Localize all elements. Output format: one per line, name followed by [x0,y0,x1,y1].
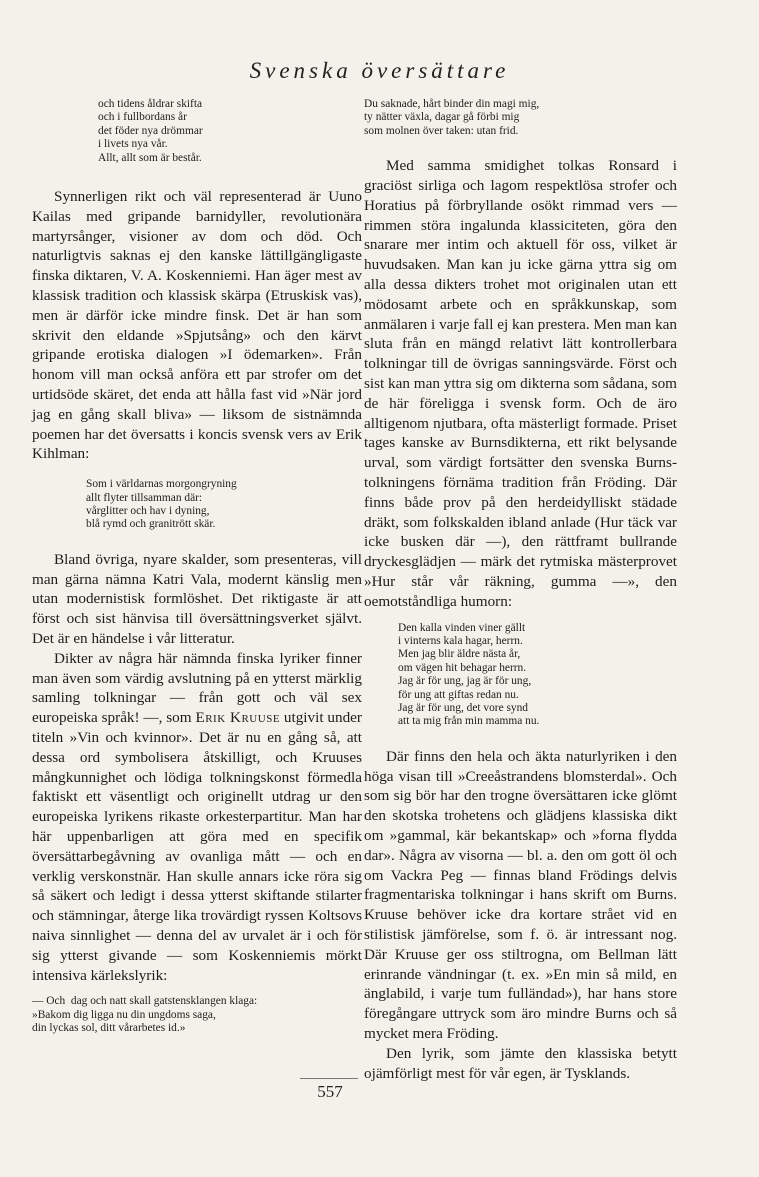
verse-line: Men jag blir äldre nästa år, [398,648,521,661]
paragraph-kruuse: Dikter av några här nämnda finska lyriker finner man även som värdig avslutning på en ytterst märklig samling tolkningar — från gott och väl sex europeiska språk! —, som Erik Kruuse utgivit under titeln »Vin och kvinnor». Det är nu en gång så, att dessa ord symbolisera åtskilligt, och Kruuses mångkunnighet och lödiga tolkningskonst förmedla faktiskt ett väsentligt och originellt utdrag ur den europeiska lyrikens rikaste orkesterpartitur. Man har här uppenbarligen att göra med en specifik översättarbegåvning av ovanliga mått — och en verklig verskonstnär. Han skulle annars icke röra sig så säkert och ledigt i dessa ytterst skiftande stilarter och stämningar, återge lika trovärdigt ryssen Koltsovs naiva sinnlighet — denna del av urvalet är i och för sig ytterst givande — som Koskenniemis mörkt intensiva kärlekslyrik: [32,649,362,984]
verse-line: »Bakom dig ligga nu din ungdoms saga, [32,1008,216,1021]
verse-line: blå rymd och granitrött skär. [86,518,216,531]
paragraph-ronsard-burns: Med samma smidighet tolkas Ronsard i graciöst sirliga och lagom respektlösa strofer och Horatius på förbryllande osökt rimmad vers — rimmen störa ingalunda klassiciteten, göra den snarare mer intim och aktuell för oss, vilket är huvudsaken. Man kan ju icke gärna yttra sig om alla dessa dikters trohet mot originalen utan ett mödosamt arbete och en språkkunskap, som anmälaren i varje fall ej kan prestera. Men man kan sluta från en mängd relativt lätt kontrollerbara tolkningar till de övrigas sanningsvärde. Först och sist kan man yttra sig om dikterna som sådana, som de här föreligga i svensk form. Och de äro alltigenom njutbara, ofta mästerligt formade. Priset tages kanske av Burnsdikterna, ett rikt belysande urval, som värdigt fortsätter den svenska Burns-tolkningens förnäma tradition från Fröding. Där finns både prov på den herdeidylliskt städade dräkt, som folkskalden ibland anlade (Hur täck var icke busken där —), den rättframt bullrande dryckesglädjen — märk det rytmiska mästerprovet »Hur står vår räkning, gumma —», den oemotståndliga humorn: [364,157,677,610]
verse-excerpt-top-left [98,98,362,165]
verse-line: i livets nya vår. [98,138,168,151]
verse-line: Som i världarnas morgongryning [86,478,237,491]
verse-line: det föder nya drömmar [98,124,203,137]
verse-line: och tidens åldrar skifta [98,98,203,110]
verse-line: Allt, allt som är består. [98,151,202,164]
paragraph-kailas: Synnerligen rikt och väl representerad är Uuno Kailas med gripande barnidyller, revolutionära martyrsånger, visioner av dom och död. Och naturligtvis saknas ej den kanske lättillgängligaste finska diktaren, V. A. Koskenniemi. Han äger mest av klassisk tradition och klassisk skärpa (Etruskisk vas), men är därför icke mindre finsk. Det är han som skrivit den eldande »Spjutsång» och den kärvt gripande erotiska dialogen »I ödemarken». Från honom vill man också anföra ett par strofer om det urtidsöde skäret, det enda att hålla fast vid »När jord jag en gång skall bliva» — liksom de sistnämnda poemen har det översatts i koncis svensk vers av Erik Kihlman: [32,188,362,463]
verse-line: din lyckas sol, ditt vårarbetes id.» [32,1022,186,1035]
verse-line: allt flyter tillsamman där: [86,491,203,504]
verse-excerpt-burns [398,622,677,729]
paragraph-tyskland: Den lyrik, som jämte den klassiska betytt ojämförligt mest för vår egen, är Tysklands. [364,1044,677,1082]
verse-line: ty nätter växla, dagar gå förbi mig [364,111,520,124]
verse-line: — Och dag och natt skall gatstensklangen klaga: [32,995,258,1008]
verse-line: Du saknade, hårt binder din magi mig, [364,98,540,110]
verse-line: som molnen över taken: utan frid. [364,124,519,137]
author-name: Erik Kruuse [195,709,281,727]
verse-line: att ta mig från min mamma nu. [398,715,540,728]
verse-line: Jag är för ung, det vore synd [398,701,529,714]
verse-line: och i fullbordans år [98,111,187,124]
verse-line: om vägen hit behagar herrn. [398,661,527,674]
left-column [32,94,362,1036]
verse-line: vårglitter och hav i dyning, [86,505,210,517]
verse-excerpt-kihlman [86,478,362,532]
paragraph-naturlyrik: Där finns den hela och äkta naturlyriken i den höga visan till »Creeåstrandens blomsterdal». Och som sig bör har den trogne översättaren icke glömt den skotska trohetens och glädjens klassiska dikt om »gammal, kär bekantskap» och »forna flydda dar». Några av visorna — bl. a. den om gott öl och om Vackra Peg — finnas bland Frödings delvis fragmentariska tolkningar i hans skrift om Burns. Kruuse behöver icke dra kortare strået vid en stilistisk jämförelse, som f. ö. är intressant nog. Där Kruuse ger oss stiltrogna, om Bellman lätt erinrande vändningar (t. ex. »En min så mild, en änglabild, i varje tum fulländad»), har hans store föregångare uttryck som äro mindre Burns och så mycket mera Fröding. [364,747,677,1042]
folio-rule [300,1078,358,1079]
verse-line: Jag är för ung, jag är för ung, [398,675,532,688]
page-number: 557 [317,1082,343,1101]
verse-line: för ung att giftas redan nu. [398,688,519,701]
right-column [364,94,677,1083]
verse-excerpt-koskenniemi [32,995,362,1035]
paragraph-katri-vala: Bland övriga, nyare skalder, som presenteras, vill man gärna nämna Katri Vala, modernt känslig men utan modernistisk formlöshet. Det riktigaste är att först och sist hänvisa till översättningsverket självt. Det är en händelse i vår litteratur. [32,550,362,647]
verse-line: i vinterns kala hagar, herrn. [398,634,523,647]
verse-line: Den kalla vinden viner gällt [398,621,526,634]
running-head: Svenska översättare [249,58,510,83]
verse-excerpt-top-right [364,98,677,138]
